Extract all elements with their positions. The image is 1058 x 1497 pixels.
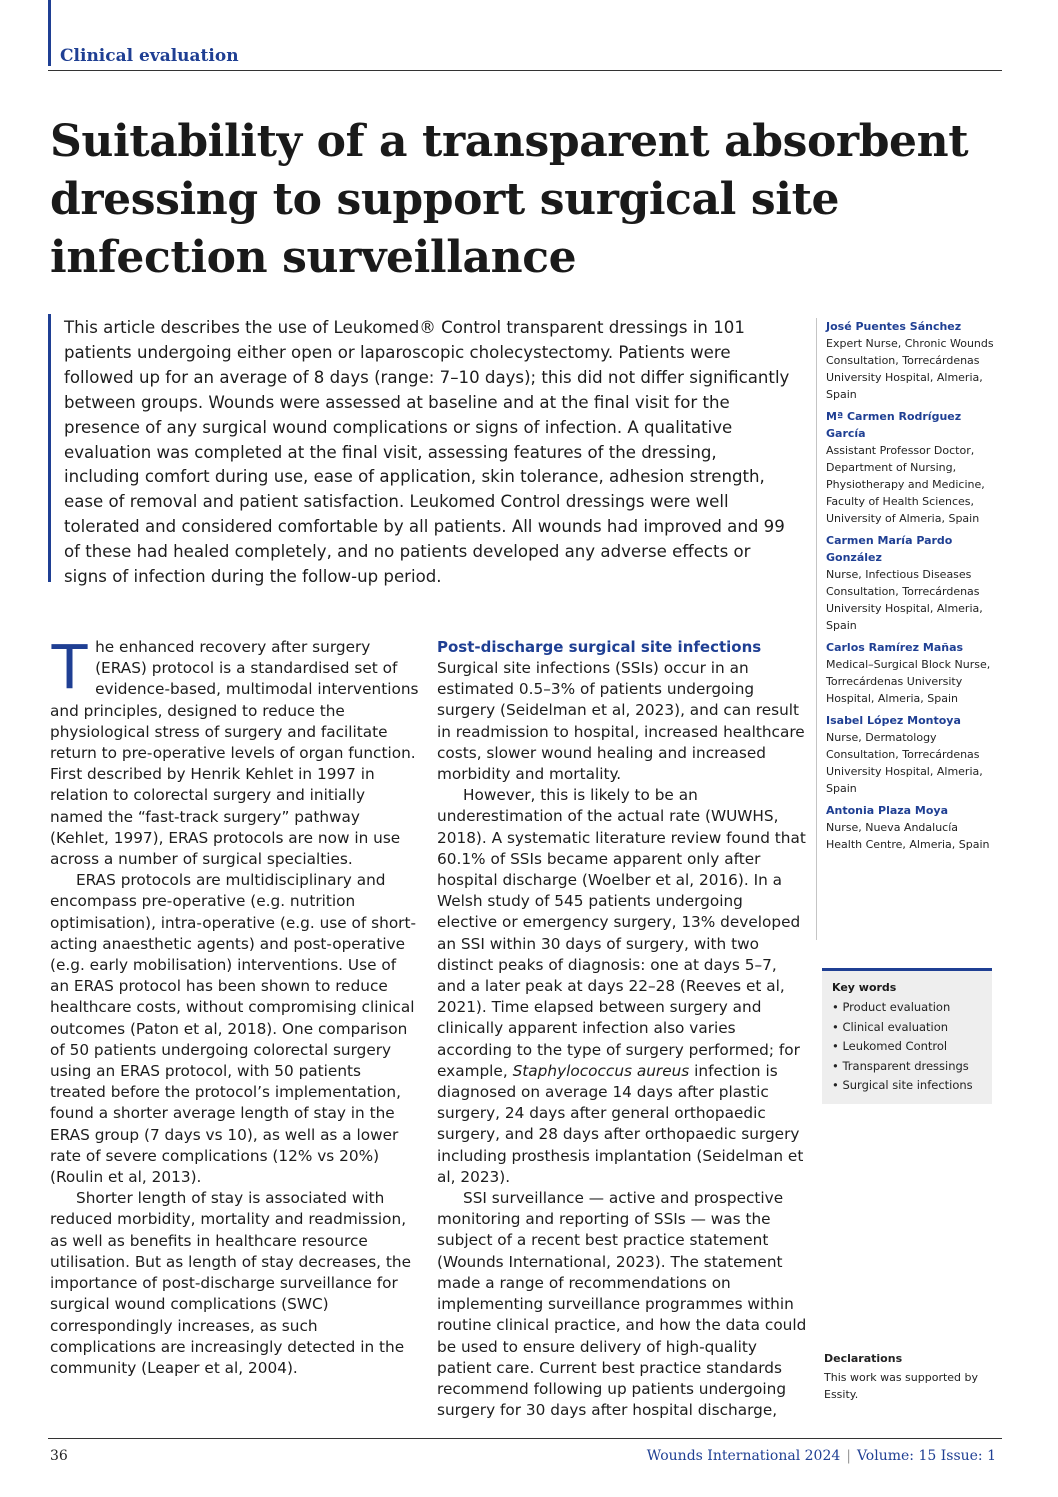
declarations-title: Declarations xyxy=(824,1352,903,1365)
keyword-item: • Leukomed Control xyxy=(832,1039,948,1053)
author xyxy=(826,712,994,797)
author-affiliation: Medical–Surgical Block Nurse, Torrecárdenas University Hospital, Almeria, Spain xyxy=(826,658,991,705)
declarations-text: This work was supported by Essity. xyxy=(824,1371,979,1401)
keyword-item: • Product evaluation xyxy=(832,1000,951,1014)
body-paragraph: SSI surveillance — active and prospective monitoring and reporting of SSIs — was the subject of a recent best practice statement (Wounds International, 2023). The statement made a range of recommendations on implementing surveillance programmes within routine clinical practice, and how the data could be used to ensure delivery of high-quality patient care. Current best practice standards recommend following up patients undergoing surgery for 30 days after hospital discharge, xyxy=(437,1189,807,1420)
keywords-title: Key words xyxy=(832,981,897,994)
body-paragraph: However, this is likely to be an underestimation of the actual rate (WUWHS, 2018). A systematic literature review found that 60.1% of SSIs became apparent only after hospital discharge (Woelber et al, 2016). In a Welsh study of 545 patients undergoing elective or emergency surgery, 13% developed an SSI within 30 days of surgery, with two distinct peaks of diagnosis: one at days 5–7, and a later peak at days 22–28 (Reeves et al, 2021). Time elapsed between surgery and clinically apparent infection also varies according to the type of surgery performed; for example, Staphylococcus aureus infection is diagnosed on average 14 days after plastic surgery, 24 days after general orthopaedic surgery, and 28 days after orthopaedic surgery including prosthesis implantation (Seidelman et al, 2023). xyxy=(437,786,806,1186)
author-affiliation: Expert Nurse, Chronic Wounds Consultation, Torrecárdenas University Hospital, Almeria, Spain xyxy=(826,337,994,401)
author-name: Mª Carmen Rodríguez García xyxy=(826,410,962,440)
author-name: Isabel López Montoya xyxy=(826,714,961,727)
author-list xyxy=(816,318,994,940)
author-name: Carlos Ramírez Mañas xyxy=(826,641,964,654)
author-affiliation: Nurse, Dermatology Consultation, Torrecárdenas University Hospital, Almeria, Spain xyxy=(826,731,983,795)
author xyxy=(826,408,994,527)
body-paragraph: The enhanced recovery after surgery (ERAS) protocol is a standardised set of evidence-based, multimodal interventions and principles, designed to reduce the physiological stress of surgery and facilitate return to pre-operative levels of organ function. First described by Henrik Kehlet in 1997 in relation to colorectal surgery and initially named the “fast-track surgery” pathway (Kehlet, 1997), ERAS protocols are now in use across a number of surgical specialties. xyxy=(50,630,419,869)
author-affiliation: Nurse, Nueva Andalucía Health Centre, Almeria, Spain xyxy=(826,821,990,851)
keywords-box xyxy=(822,968,992,1104)
author-name: José Puentes Sánchez xyxy=(826,320,962,333)
footer-divider xyxy=(48,1438,1002,1439)
abstract: This article describes the use of Leukomed® Control transparent dressings in 101 patients undergoing either open or laparoscopic cholecystectomy. Patients were followed up for an average of 8 days (range: 7–10 days); this did not differ significantly between groups. Wounds were assessed at baseline and at the final visit for the presence of any surgical wound complications or signs of infection. A qualitative evaluation was completed at the final visit, assessing features of the dressing, including comfort during use, ease of application, skin tolerance, adhesion strength, ease of removal and patient satisfaction. Leukomed Control dressings were well tolerated and considered comfortable by all patients. All wounds had improved and 99 of these had healed completely, and no patients developed any adverse effects or signs of infection during the follow-up period. xyxy=(64,318,790,587)
section-heading: Post-discharge surgical site infections xyxy=(437,638,762,656)
author xyxy=(826,532,994,634)
body-paragraph: Surgical site infections (SSIs) occur in an estimated 0.5–3% of patients undergoing surgery (Seidelman et al, 2023), and can result in readmission to hospital, increased healthcare costs, slower wound healing and increased morbidity and mortality. xyxy=(437,659,805,784)
header-divider xyxy=(48,70,1002,71)
body-paragraph: Shorter length of stay is associated with reduced morbidity, mortality and readmission, as well as benefits in healthcare resource utilisation. But as length of stay decreases, the importance of post-discharge surveillance for surgical wound complications (SWC) correspondingly increases, as such complications are increasingly detected in the community (Leaper et al, 2004). xyxy=(50,1189,412,1377)
header-accent-bar xyxy=(48,0,51,66)
author xyxy=(826,639,994,707)
author-name: Antonia Plaza Moya xyxy=(826,804,949,817)
body-paragraph: ERAS protocols are multidisciplinary and encompass pre-operative (e.g. nutrition optimisation), intra-operative (e.g. use of short-acting anaesthetic agents) and post-operative (e.g. early mobilisation) interventions. Use of an ERAS protocol has been shown to reduce healthcare costs, without compromising clinical outcomes (Paton et al, 2018). One comparison of 50 patients undergoing colorectal surgery using an ERAS protocol, with 50 patients treated before the protocol’s implementation, found a shorter average length of stay in the ERAS group (7 days vs 10), as well as a lower rate of severe complications (12% vs 20%) (Roulin et al, 2013). xyxy=(50,871,416,1187)
journal-info: Wounds International 2024 | Volume: 15 Issue: 1 xyxy=(646,1448,996,1464)
author xyxy=(826,318,994,403)
keyword-item: • Transparent dressings xyxy=(832,1058,969,1073)
author-affiliation: Nurse, Infectious Diseases Consultation, Torrecárdenas University Hospital, Almeria, Spain xyxy=(826,568,983,632)
author xyxy=(826,802,994,853)
keyword-item: • Clinical evaluation xyxy=(832,1019,949,1034)
author-name: Carmen María Pardo González xyxy=(826,534,953,564)
declarations xyxy=(824,1350,994,1403)
section-label: Clinical evaluation xyxy=(60,46,239,66)
body-column-1 xyxy=(50,630,420,1379)
keyword-item: • Surgical site infections xyxy=(832,1078,973,1092)
author-affiliation: Assistant Professor Doctor, Department of Nursing, Physiotherapy and Medicine, Faculty of Health Sciences, University of Almeria, Spain xyxy=(826,444,985,525)
article-title: Suitability of a transparent absorbent dressing to support surgical site infection surveillance xyxy=(50,116,969,283)
body-column-2 xyxy=(437,637,807,1421)
drop-cap: T xyxy=(50,630,90,702)
abstract-accent-bar xyxy=(48,314,51,582)
page-number: 36 xyxy=(50,1448,68,1464)
